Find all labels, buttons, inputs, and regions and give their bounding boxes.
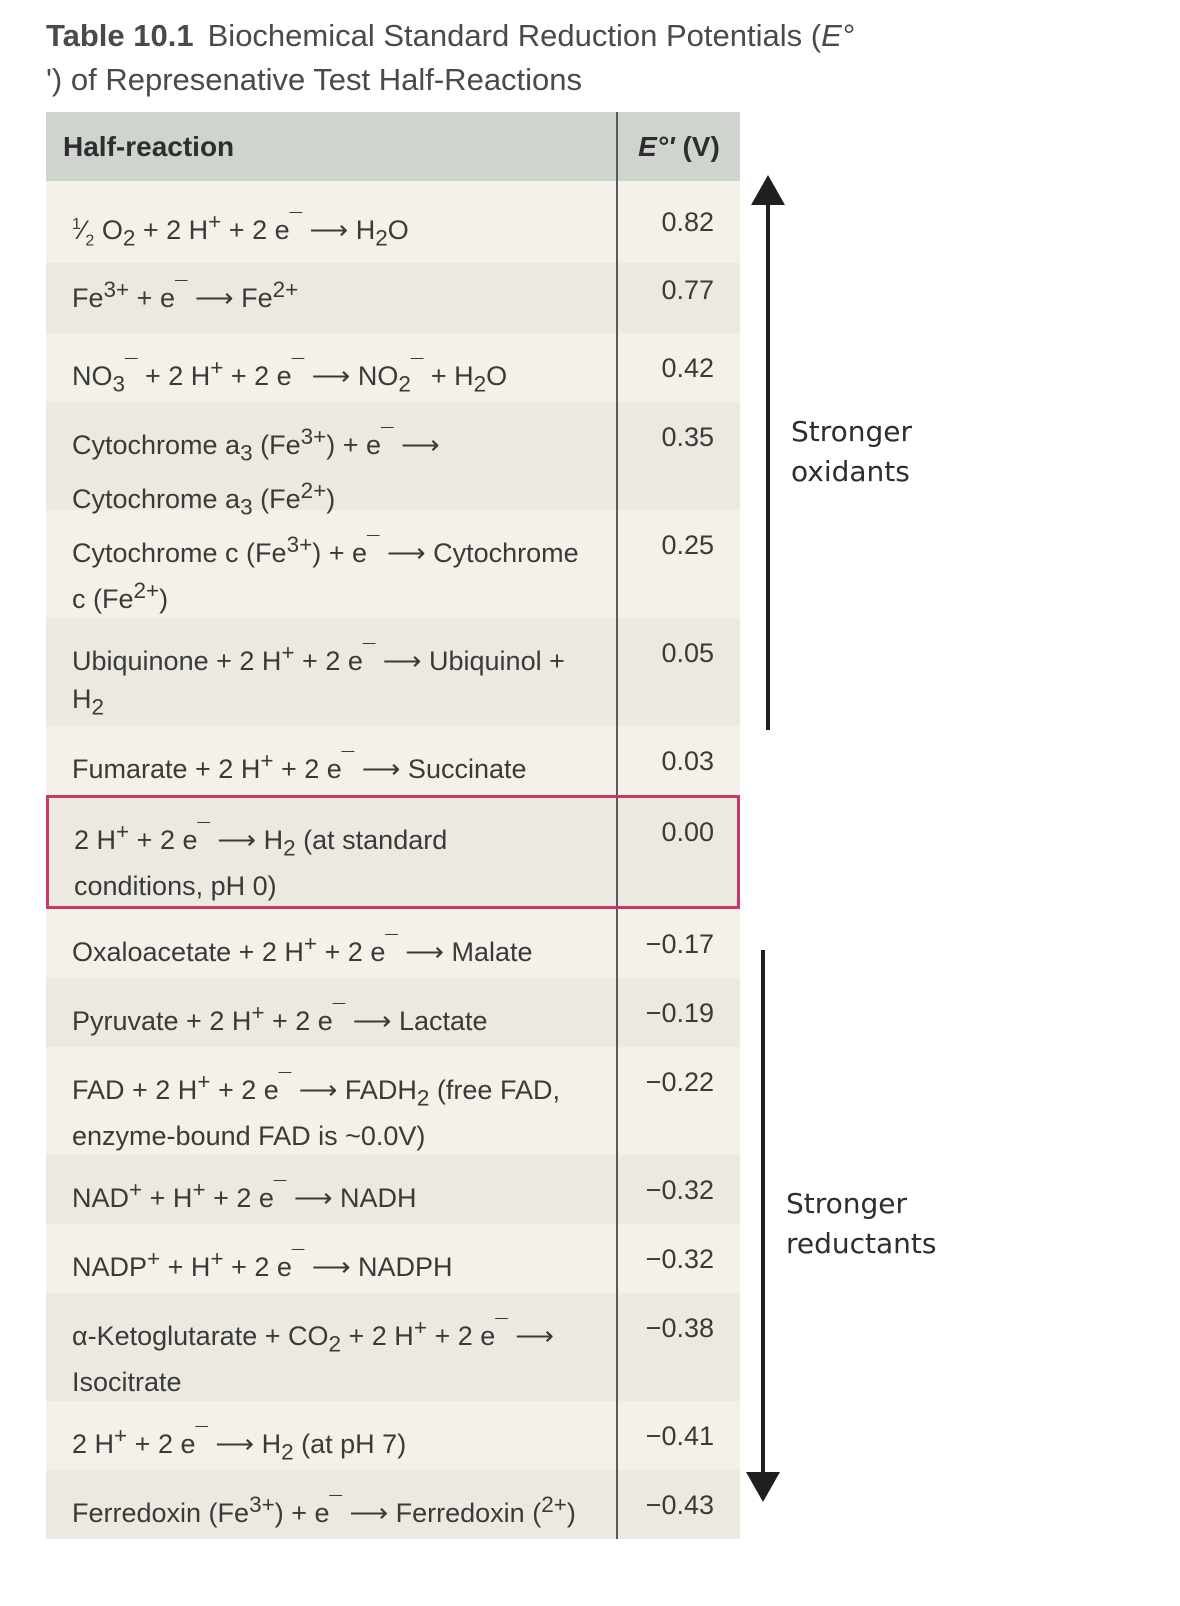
table-caption [46, 14, 946, 102]
header-potential-symbol: E°' [638, 131, 675, 162]
stronger-oxidants-label: Stronger oxidants [791, 415, 913, 488]
potential-value-cell: −0.43 [616, 1470, 740, 1539]
half-reaction-cell: Pyruvate + 2 H+ + 2 e¯ ⟶ Lactate [72, 1000, 488, 1036]
potential-value-cell: −0.38 [616, 1293, 740, 1401]
table-header-row [46, 112, 740, 181]
potential-value-cell: −0.17 [616, 909, 740, 978]
half-reaction-cell: Ferredoxin $(Fe^{3+}) + e^¯$ ⟶ Ferredoxin ($^{2+}$) [72, 1492, 576, 1528]
half-reaction-cell: Cytochrome c $(Fe^{3+}) + e^¯$ ⟶ Cytochrome c $(Fe^{2+})$ [72, 532, 579, 614]
half-reaction-cell: 2 H+ + 2 e¯ ⟶ $H_2$ (at pH 7) [72, 1423, 407, 1465]
half-reaction-cell: Cytochrome $a_3$ $(Fe^{3+}) + e^¯$ ⟶ Cytochrome $a_3$ $(Fe^{2+})$ [72, 424, 440, 520]
header-potential [616, 112, 740, 181]
table-row [46, 726, 740, 795]
table-row [46, 618, 740, 726]
table-row [46, 1047, 740, 1155]
half-reaction-cell: α-Ketoglutarate + $CO_2 + 2$ H+ + 2 e¯ ⟶ Isocitrate [72, 1315, 554, 1398]
potential-value-cell: 0.42 [616, 333, 740, 402]
header-half-reaction: Half-reaction [63, 131, 235, 162]
stronger-reductants-label: Stronger reductants [786, 1187, 937, 1260]
potential-value-cell: 0.82 [616, 181, 740, 263]
table-row [46, 1224, 740, 1293]
table-row [46, 402, 740, 520]
header-potential-unit: (V) [674, 131, 720, 162]
potential-value-cell: 0.03 [616, 726, 740, 795]
half-reaction-cell: 2 H+ + 2 e¯ ⟶ $H_2$ (at standard conditions, pH 0) [74, 819, 448, 902]
table-row-highlighted [46, 795, 740, 909]
half-reaction-cell: $Fe^{3+} + e^¯$ ⟶ $Fe^{2+}$ [72, 277, 299, 313]
reductants-arrow-shaft [761, 950, 765, 1480]
potential-value-cell: 0.05 [616, 618, 740, 726]
potential-value-cell: 0.25 [616, 510, 740, 618]
half-reaction-cell: Fumarate + 2 H+ + 2 e¯ ⟶ Succinate [72, 748, 527, 784]
reduction-potentials-table [46, 112, 740, 1539]
half-reaction-cell: NADP+ + H+ + 2 e¯ ⟶ NADPH [72, 1246, 453, 1282]
table-row [46, 181, 740, 263]
half-reaction-cell: FAD + 2 H+ + 2 e¯ ⟶ $FADH_2$ (free FAD, enzyme-bound FAD is ~0.0V) [72, 1069, 560, 1152]
table-row [46, 333, 740, 402]
table-row [46, 909, 740, 978]
potential-value-cell: −0.32 [616, 1155, 740, 1224]
half-reaction-cell: Ubiquinone + 2 H+ + 2 e¯ ⟶ Ubiquinol + $H_2$ [72, 640, 565, 720]
caption-title-part2: ') of Represenative Test Half-Reactions [46, 62, 583, 97]
caption-symbol: E° [821, 18, 855, 53]
potential-value-cell: −0.41 [616, 1401, 740, 1470]
potential-value-cell: 0.77 [616, 263, 740, 333]
potential-value-cell: 0.35 [616, 402, 740, 510]
table-number: Table 10.1 [46, 18, 194, 53]
table-row [46, 978, 740, 1047]
half-reaction-cell: Oxaloacetate + 2 H+ + 2 e¯ ⟶ Malate [72, 931, 533, 967]
oxidants-arrow-shaft [766, 200, 770, 730]
table-row [46, 1401, 740, 1470]
potential-value-cell: −0.22 [616, 1047, 740, 1155]
half-reaction-cell: $NO_3^¯ + 2$ H+ + 2 e¯ ⟶ $NO_2^¯ + H_2O$ [72, 355, 508, 397]
table-row [46, 263, 740, 333]
half-reaction-cell: $^1⁄_2$ $O_2 + 2$ H+ + 2 e¯ ⟶ $H_2O$ [72, 209, 409, 251]
table-row [46, 1293, 740, 1401]
table-row [46, 1470, 740, 1539]
table-row [46, 510, 740, 618]
potential-value-cell: 0.00 [616, 795, 740, 909]
potential-value-cell: −0.32 [616, 1224, 740, 1293]
half-reaction-cell: NAD+ + H+ + 2 e¯ ⟶ NADH [72, 1177, 417, 1213]
potential-value-cell: −0.19 [616, 978, 740, 1047]
caption-title-part1: Biochemical Standard Reduction Potentials ( [207, 18, 822, 53]
table-row [46, 1155, 740, 1224]
arrow-down-icon [746, 1472, 780, 1502]
table-body [46, 181, 740, 1539]
